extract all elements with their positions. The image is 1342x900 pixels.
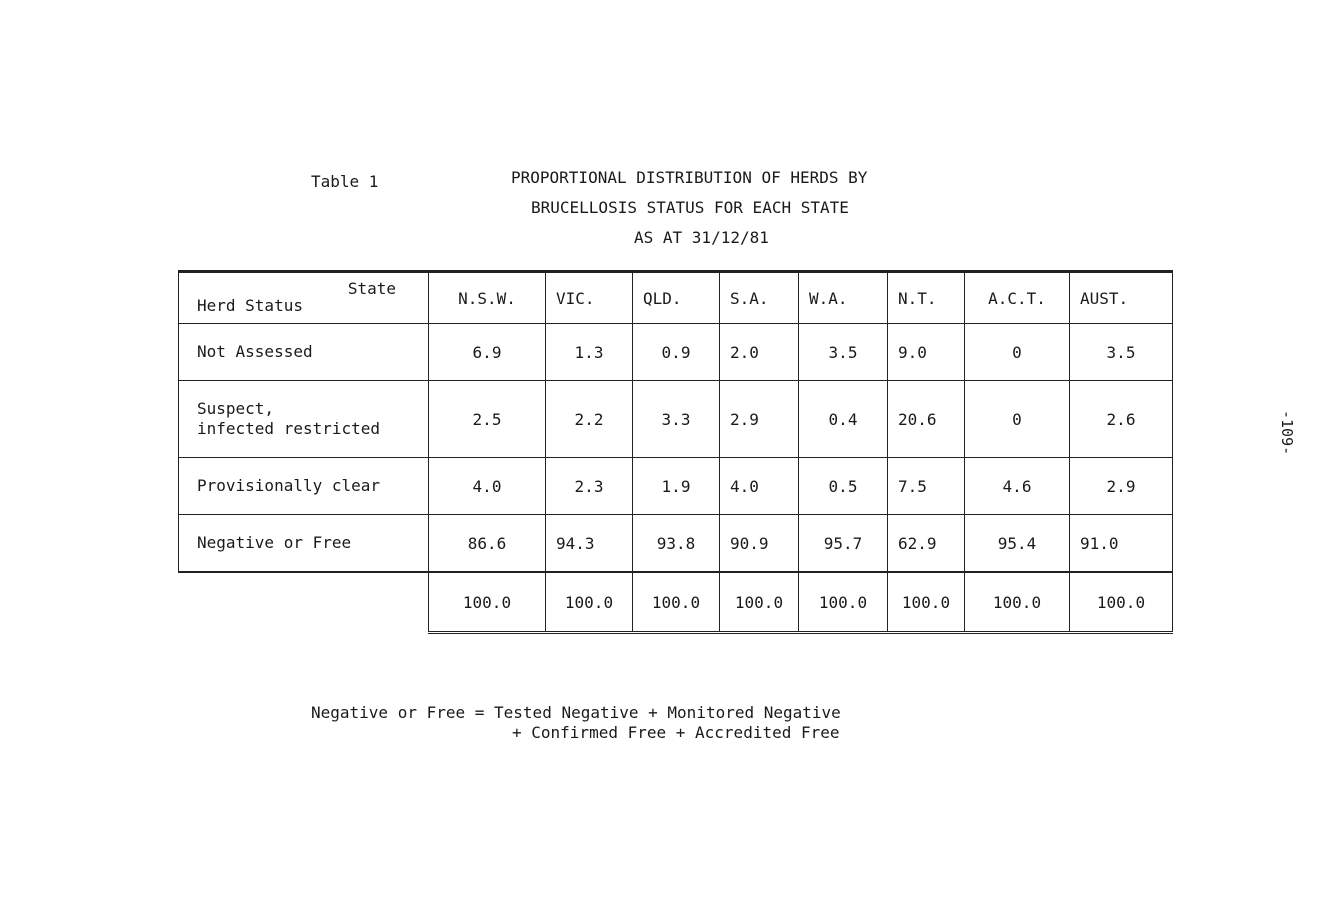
table-cell: 3.3 — [633, 381, 720, 458]
table-cell: 0.5 — [799, 458, 888, 515]
column-header-vic: VIC. — [546, 272, 633, 324]
column-header-act: A.C.T. — [965, 272, 1070, 324]
totals-blank-cell — [179, 572, 429, 633]
table-row — [179, 515, 1173, 573]
totals-row — [179, 572, 1173, 633]
table-cell: 2.6 — [1070, 381, 1173, 458]
table-cell: 4.0 — [429, 458, 546, 515]
table-cell: 1.3 — [546, 324, 633, 381]
total-cell: 100.0 — [799, 572, 888, 633]
table-cell: 86.6 — [429, 515, 546, 573]
table-label: Table 1 — [311, 172, 379, 191]
table-cell: 95.7 — [799, 515, 888, 573]
table-cell: 0.9 — [633, 324, 720, 381]
column-header-sa: S.A. — [720, 272, 799, 324]
table-cell: 7.5 — [888, 458, 965, 515]
table-cell: 94.3 — [546, 515, 633, 573]
row-label: Suspect, infected restricted — [179, 381, 429, 458]
column-header-qld: QLD. — [633, 272, 720, 324]
total-cell: 100.0 — [546, 572, 633, 633]
table-cell: 3.5 — [799, 324, 888, 381]
table-title-line-3: AS AT 31/12/81 — [634, 228, 769, 247]
column-header-nsw: N.S.W. — [429, 272, 546, 324]
table-title-line-1: PROPORTIONAL DISTRIBUTION OF HERDS BY — [511, 168, 868, 187]
table-cell: 0.4 — [799, 381, 888, 458]
total-cell: 100.0 — [1070, 572, 1173, 633]
table-cell: 1.9 — [633, 458, 720, 515]
footnote-line-1: Negative or Free = Tested Negative + Monitored Negative — [311, 703, 841, 722]
table-cell: 20.6 — [888, 381, 965, 458]
herd-status-table — [178, 270, 1173, 634]
table-cell: 62.9 — [888, 515, 965, 573]
table-cell: 4.6 — [965, 458, 1070, 515]
table-cell: 2.9 — [1070, 458, 1173, 515]
footnote — [311, 703, 841, 743]
table-cell: 9.0 — [888, 324, 965, 381]
total-cell: 100.0 — [633, 572, 720, 633]
table-cell: 0 — [965, 381, 1070, 458]
table-cell: 90.9 — [720, 515, 799, 573]
footnote-line-2: + Confirmed Free + Accredited Free — [512, 723, 840, 742]
column-header-wa: W.A. — [799, 272, 888, 324]
table-cell: 4.0 — [720, 458, 799, 515]
table-cell: 95.4 — [965, 515, 1070, 573]
table-cell: 0 — [965, 324, 1070, 381]
row-label: Provisionally clear — [179, 458, 429, 515]
table-row — [179, 458, 1173, 515]
total-cell: 100.0 — [429, 572, 546, 633]
table-row — [179, 324, 1173, 381]
corner-cell — [179, 272, 429, 324]
corner-state-label: State — [347, 279, 396, 298]
total-cell: 100.0 — [720, 572, 799, 633]
page-number: -109- — [1278, 410, 1296, 456]
row-label: Negative or Free — [179, 515, 429, 573]
table-cell: 2.9 — [720, 381, 799, 458]
table-cell: 93.8 — [633, 515, 720, 573]
column-header-aust: AUST. — [1070, 272, 1173, 324]
table-cell: 2.2 — [546, 381, 633, 458]
column-header-nt: N.T. — [888, 272, 965, 324]
table-row — [179, 381, 1173, 458]
table-cell: 2.0 — [720, 324, 799, 381]
total-cell: 100.0 — [888, 572, 965, 633]
table-title-line-2: BRUCELLOSIS STATUS FOR EACH STATE — [531, 198, 849, 217]
table-cell: 2.5 — [429, 381, 546, 458]
table-cell: 6.9 — [429, 324, 546, 381]
total-cell: 100.0 — [965, 572, 1070, 633]
table-cell: 3.5 — [1070, 324, 1173, 381]
table-cell: 91.0 — [1070, 515, 1173, 573]
row-label: Not Assessed — [179, 324, 429, 381]
table-header-row — [179, 272, 1173, 324]
table-cell: 2.3 — [546, 458, 633, 515]
corner-herd-status-label: Herd Status — [197, 296, 303, 315]
